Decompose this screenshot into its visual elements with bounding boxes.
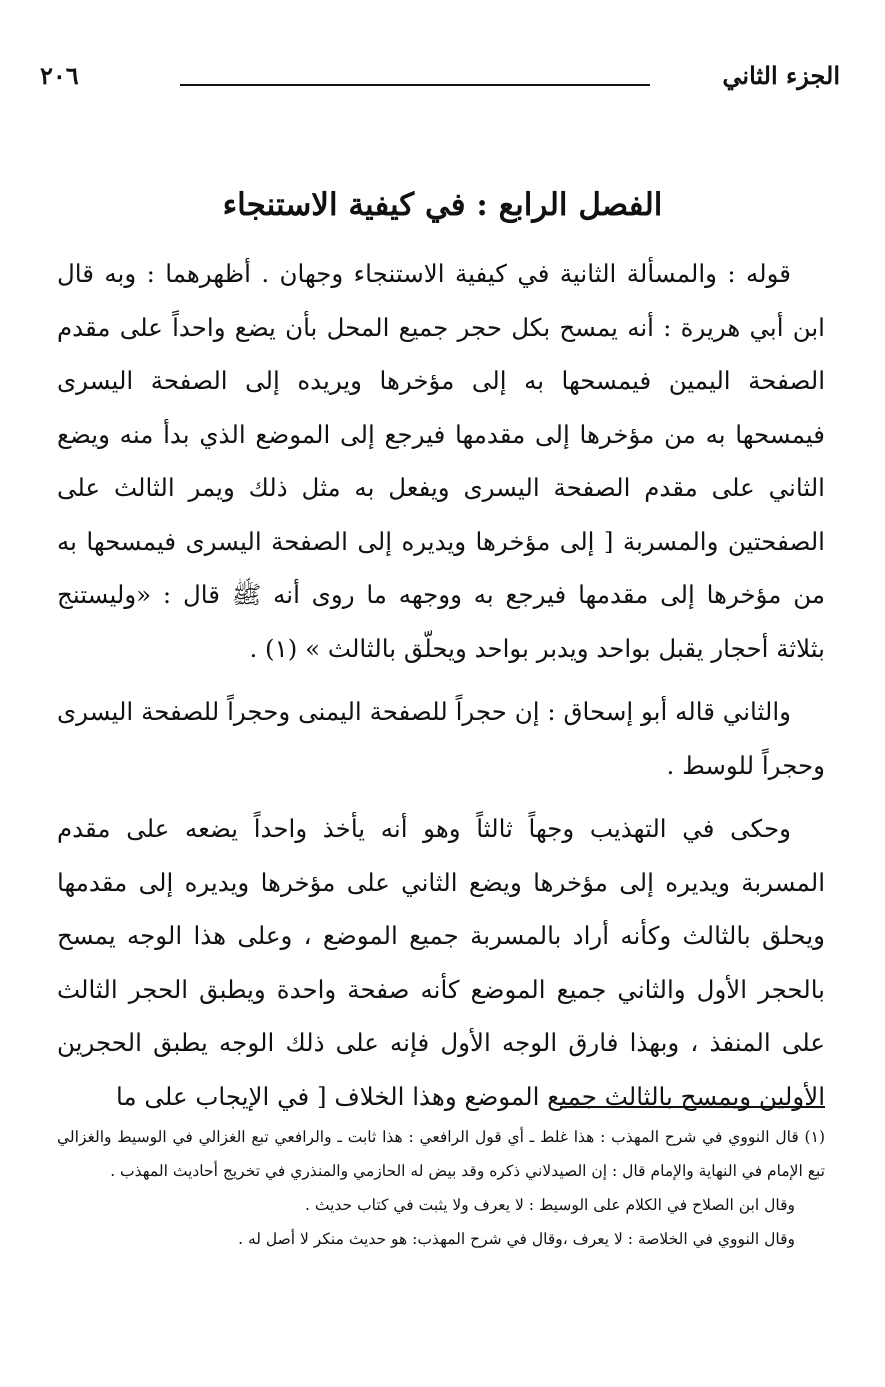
main-text xyxy=(57,247,825,1123)
footnote-line: وقال النووي في الخلاصة : لا يعرف ،وقال في شرح المهذب: هو حديث منكر لا أصل له . xyxy=(238,1230,795,1248)
footnote: (١) قال النووي في شرح المهذب : هذا غلط ـ أي قول الرافعي : هذا ثابت ـ والرافعي تبع الغزالي في الوسيط والغزالي تبع الإمام في النهاية والإمام قال : إن الصيدلاني ذكره وقد بيض له الحازمي والمنذري في تخريج أحاديث المهذب . xyxy=(57,1128,825,1180)
running-title: الجزء الثاني xyxy=(722,61,840,90)
paragraph-gap xyxy=(57,675,825,685)
chapter-title: الفصل الرابع : في كيفية الاستنجاء xyxy=(222,187,663,223)
paragraph-gap xyxy=(57,792,825,802)
page-header xyxy=(40,58,840,98)
paragraph: والثاني قاله أبو إسحاق : إن حجراً للصفحة اليمنى وحجراً للصفحة اليسرى وحجراً للوسط . xyxy=(57,697,825,780)
header-rule xyxy=(180,84,650,86)
footnote-line: وقال ابن الصلاح في الكلام على الوسيط : لا يعرف ولا يثبت في كتاب حديث . xyxy=(305,1196,795,1214)
paragraph: وحكى في التهذيب وجهاً ثالثاً وهو أنه يأخذ واحداً يضعه على مقدم المسربة ويديره إلى مؤخرها ويضع الثاني على مؤخرها ويديره إلى مقدمها ويحلق بالثالث وكأنه أراد بالمسربة جميع الموضع ، وعلى هذا الوجه يمسح بالحجر الأول والثاني جميع الموضع كأنه صفحة واحدة ويطبق الحجر الثالث على المنفذ ، وبهذا فارق الوجه الأول فإنه على ذلك الوجه يطبق الحجرين الأولين ويمسح بالثالث جميع الموضع وهذا الخلاف [ في الإيجاب على ما xyxy=(57,814,825,1111)
page-number: ٢٠٦ xyxy=(40,61,79,90)
footnotes xyxy=(57,1120,825,1256)
footnote-rule xyxy=(560,1106,825,1108)
paragraph: قوله : والمسألة الثانية في كيفية الاستنجاء وجهان . أظهرهما : وبه قال ابن أبي هريرة : أنه يمسح بكل حجر جميع المحل بأن يضع واحداً على مقدم الصفحة اليمين فيمسحها به إلى مؤخرها ويريده إلى الصفحة اليسرى فيمسحها به من مؤخرها إلى مقدمها فيرجع إلى الموضع الذي بدأ منه ويضع الثاني على مقدم الصفحة اليسرى ويفعل به مثل ذلك ويمر الثالث على الصفحتين والمسربة [ إلى مؤخرها ويديره إلى الصفحة اليسرى فيمسحها به من مؤخرها إلى مقدمها فيرجع به ووجهه ما روى أنه ﷺ قال : «وليستنج بثلاثة أحجار يقبل بواحد ويدبر بواحد ويحلّق بالثالث » (١) . xyxy=(57,259,825,663)
